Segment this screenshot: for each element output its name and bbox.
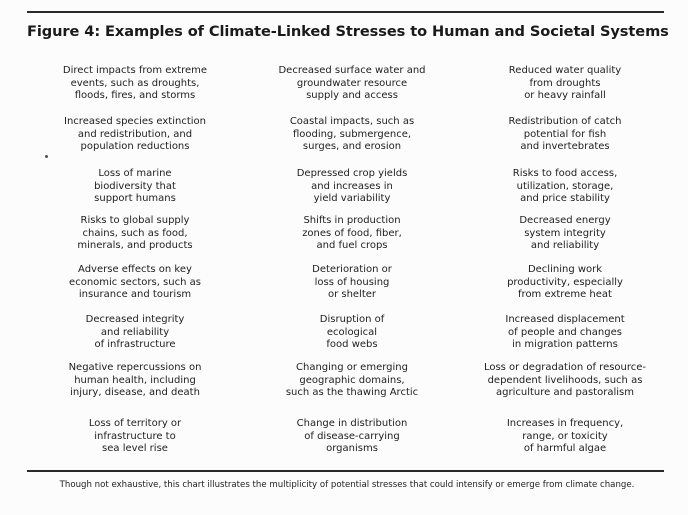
stress-item-line: groundwater resource <box>296 77 408 89</box>
stress-item-line: organisms <box>326 443 378 455</box>
stress-item-line: events, such as droughts, <box>70 77 200 89</box>
stress-item-line: or heavy rainfall <box>524 90 606 102</box>
grid-row <box>40 314 660 362</box>
stress-item-line: chains, such as food, <box>82 227 188 239</box>
stress-item-line: infrastructure to <box>94 430 176 442</box>
stress-item-line: food webs <box>326 339 378 351</box>
stress-item-line: Redistribution of catch <box>508 116 622 127</box>
stress-item <box>470 418 660 456</box>
stress-item-line: Shifts in production <box>303 215 401 226</box>
stress-item-line: support humans <box>94 193 176 205</box>
stress-item-line: Declining work <box>527 264 603 275</box>
stress-item-line: from droughts <box>529 77 601 89</box>
stress-item <box>40 65 230 103</box>
stress-item-line: loss of housing <box>314 276 390 288</box>
stress-item-line: Change in distribution <box>296 418 408 429</box>
figure-footnote: Though not exhaustive, this chart illustrates the multiplicity of potential stresses that could intensify or emerge from climate change. <box>59 480 635 490</box>
stress-item-line: productivity, especially <box>507 276 623 288</box>
stress-item-line: biodiversity that <box>94 180 176 192</box>
stress-item-line: Decreased integrity <box>85 314 185 325</box>
stress-item <box>470 264 660 302</box>
stress-item-line: population reductions <box>80 141 190 153</box>
stress-item <box>470 314 660 352</box>
stress-item-line: of harmful algae <box>523 443 607 455</box>
stress-item-line: Depressed crop yields <box>296 168 408 179</box>
stress-item-line: Decreased surface water and <box>278 65 426 76</box>
figure-title: Figure 4: Examples of Climate-Linked Stresses to Human and Societal Systems <box>27 23 669 40</box>
stress-item-line: and increases in <box>311 180 393 192</box>
stress-item <box>40 418 230 456</box>
stress-item <box>252 65 452 103</box>
stress-item <box>470 168 660 206</box>
stress-item-line: human health, including <box>74 374 196 386</box>
stress-item-line: Risks to global supply <box>80 215 190 226</box>
stress-item-line: yield variability <box>313 193 391 205</box>
stress-item <box>252 116 452 154</box>
stress-item <box>252 362 452 400</box>
grid-row <box>40 418 660 466</box>
stress-item <box>40 314 230 352</box>
stress-item-line: flooding, submergence, <box>292 128 412 140</box>
stress-item-line: of disease-carrying <box>304 430 400 442</box>
stress-item-line: and invertebrates <box>520 141 610 153</box>
stress-item <box>252 264 452 302</box>
stress-item <box>252 215 452 253</box>
stress-item <box>40 116 230 154</box>
stress-item <box>470 215 660 253</box>
stress-item-line: and redistribution, and <box>77 128 193 140</box>
stress-item-line: and fuel crops <box>316 240 388 252</box>
grid-row <box>40 215 660 263</box>
stress-item-line: in migration patterns <box>512 339 618 351</box>
grid-row <box>40 362 660 410</box>
stress-item-line: Risks to food access, <box>512 168 618 179</box>
stress-item-line: ecological <box>326 326 378 338</box>
stress-item <box>40 168 230 206</box>
stress-item-line: Decreased energy <box>519 215 611 226</box>
stress-item-line: Adverse effects on key <box>78 264 192 275</box>
stress-item <box>252 418 452 456</box>
grid-row <box>40 65 660 113</box>
stress-item-line: of infrastructure <box>94 339 176 351</box>
stress-item-line: and price stability <box>520 193 610 205</box>
stress-item-line: utilization, storage, <box>516 180 614 192</box>
top-rule <box>27 11 664 13</box>
stress-item-line: system integrity <box>524 227 606 239</box>
stress-item-line: economic sectors, such as <box>69 276 201 288</box>
stress-item-line: Disruption of <box>319 314 385 325</box>
stress-item <box>252 168 452 206</box>
stress-item-line: potential for fish <box>523 128 607 140</box>
stress-item <box>252 314 452 352</box>
stress-item-line: Direct impacts from extreme <box>62 65 208 76</box>
stress-item-line: injury, disease, and death <box>70 387 200 399</box>
stress-item <box>470 362 660 400</box>
stress-item-line: Reduced water quality <box>508 65 622 76</box>
stress-item-line: Increases in frequency, <box>506 418 624 429</box>
stress-item <box>40 362 230 400</box>
stress-item <box>470 116 660 154</box>
stress-item-line: surges, and erosion <box>302 141 402 153</box>
stress-item-line: of people and changes <box>508 326 622 338</box>
stress-item-line: supply and access <box>306 90 398 102</box>
stress-item-line: and reliability <box>530 240 600 252</box>
stress-item-line: or shelter <box>327 289 377 301</box>
stress-item-line: such as the thawing Arctic <box>285 387 419 399</box>
stress-item-line: Negative repercussions on <box>68 362 202 373</box>
bottom-rule <box>27 470 664 472</box>
stress-item-line: dependent livelihoods, such as <box>487 374 643 386</box>
stress-item-line: Loss of marine <box>98 168 172 179</box>
stress-item <box>40 215 230 253</box>
stress-item-line: floods, fires, and storms <box>74 90 196 102</box>
stress-item-line: geographic domains, <box>299 374 405 386</box>
stress-item-line: minerals, and products <box>77 240 193 252</box>
stress-item-line: zones of food, fiber, <box>302 227 402 239</box>
grid-row <box>40 168 660 216</box>
stress-item-line: Changing or emerging <box>296 362 408 373</box>
stress-item-line: from extreme heat <box>518 289 612 301</box>
stress-item-line: Increased displacement <box>505 314 625 325</box>
stress-item-line: sea level rise <box>102 443 168 455</box>
stress-item-line: and reliability <box>100 326 170 338</box>
stress-item-line: Loss of territory or <box>88 418 182 429</box>
stress-item-line: Deterioration or <box>312 264 392 275</box>
stress-item-line: insurance and tourism <box>78 289 192 301</box>
stress-item-line: Loss or degradation of resource- <box>483 362 647 373</box>
stress-item-line: Coastal impacts, such as <box>289 116 415 127</box>
stress-item-line: agriculture and pastoralism <box>496 387 634 399</box>
stress-item-line: range, or toxicity <box>522 430 608 442</box>
stress-item <box>40 264 230 302</box>
grid-row <box>40 116 660 164</box>
stress-item-line: Increased species extinction <box>64 116 206 127</box>
grid-row <box>40 264 660 312</box>
stress-item <box>470 65 660 103</box>
